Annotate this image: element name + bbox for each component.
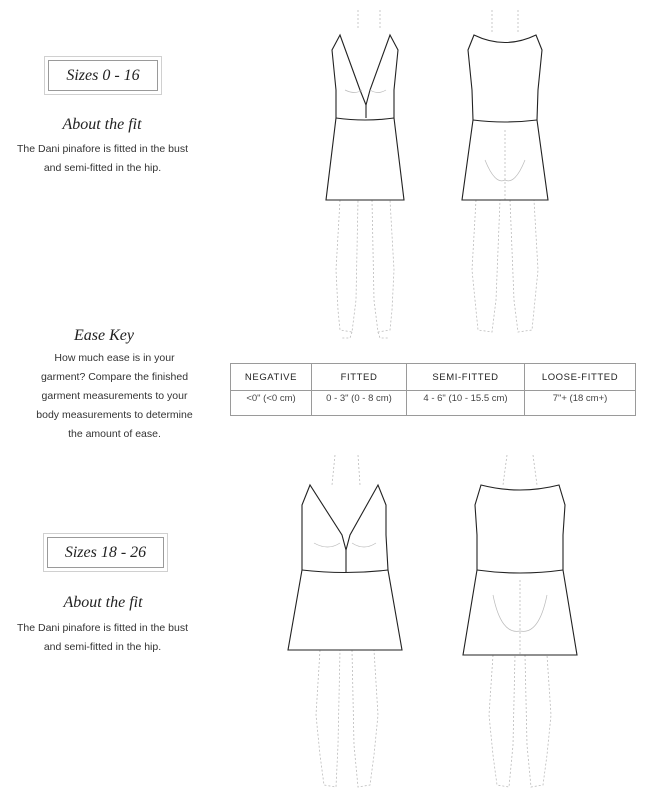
about-fit-text-18-26: [0, 619, 205, 657]
ease-semi-fitted-header: SEMI-FITTED: [407, 364, 525, 391]
about-fit-line: The Dani pinafore is fitted in the bust: [16, 143, 188, 155]
about-fit-heading-18-26: About the fit: [63, 594, 143, 611]
ease-line: garment measurements to your: [41, 390, 188, 402]
ease-line: body measurements to determine: [36, 409, 193, 421]
ease-negative-header: NEGATIVE: [231, 364, 312, 391]
size-range-0-16-label: Sizes 0 - 16: [66, 66, 140, 84]
pinafore-back-sizes-0-16-icon: [440, 10, 570, 340]
ease-line: the amount of ease.: [68, 428, 161, 440]
ease-loose-fitted-value: 7"+ (18 cm+): [525, 391, 636, 416]
pinafore-front-sizes-0-16-icon: [300, 10, 430, 340]
ease-fitted-value: 0 - 3" (0 - 8 cm): [312, 391, 407, 416]
size-range-18-26-label: Sizes 18 - 26: [64, 543, 147, 561]
ease-semi-fitted-value: 4 - 6" (10 - 15.5 cm): [407, 391, 525, 416]
size-range-0-16-box: [48, 60, 158, 91]
ease-line: How much ease is in your: [54, 352, 175, 364]
about-fit-line: The Dani pinafore is fitted in the bust: [16, 622, 188, 634]
ease-loose-fitted-header: LOOSE-FITTED: [525, 364, 636, 391]
ease-key-heading: Ease Key: [74, 327, 134, 344]
ease-line: garment? Compare the finished: [40, 371, 189, 383]
size-range-18-26-box: [47, 537, 164, 568]
about-fit-line: and semi-fitted in the hip.: [43, 162, 162, 174]
about-fit-heading-0-16: About the fit: [62, 116, 142, 133]
ease-key-table: [230, 363, 636, 416]
pinafore-front-sizes-18-26-icon: [280, 455, 410, 795]
about-fit-text-0-16: [0, 140, 205, 178]
pinafore-back-sizes-18-26-icon: [455, 455, 585, 795]
ease-negative-value: <0" (<0 cm): [231, 391, 312, 416]
ease-key-description: [12, 349, 217, 444]
ease-fitted-header: FITTED: [312, 364, 407, 391]
about-fit-line: and semi-fitted in the hip.: [43, 641, 162, 653]
